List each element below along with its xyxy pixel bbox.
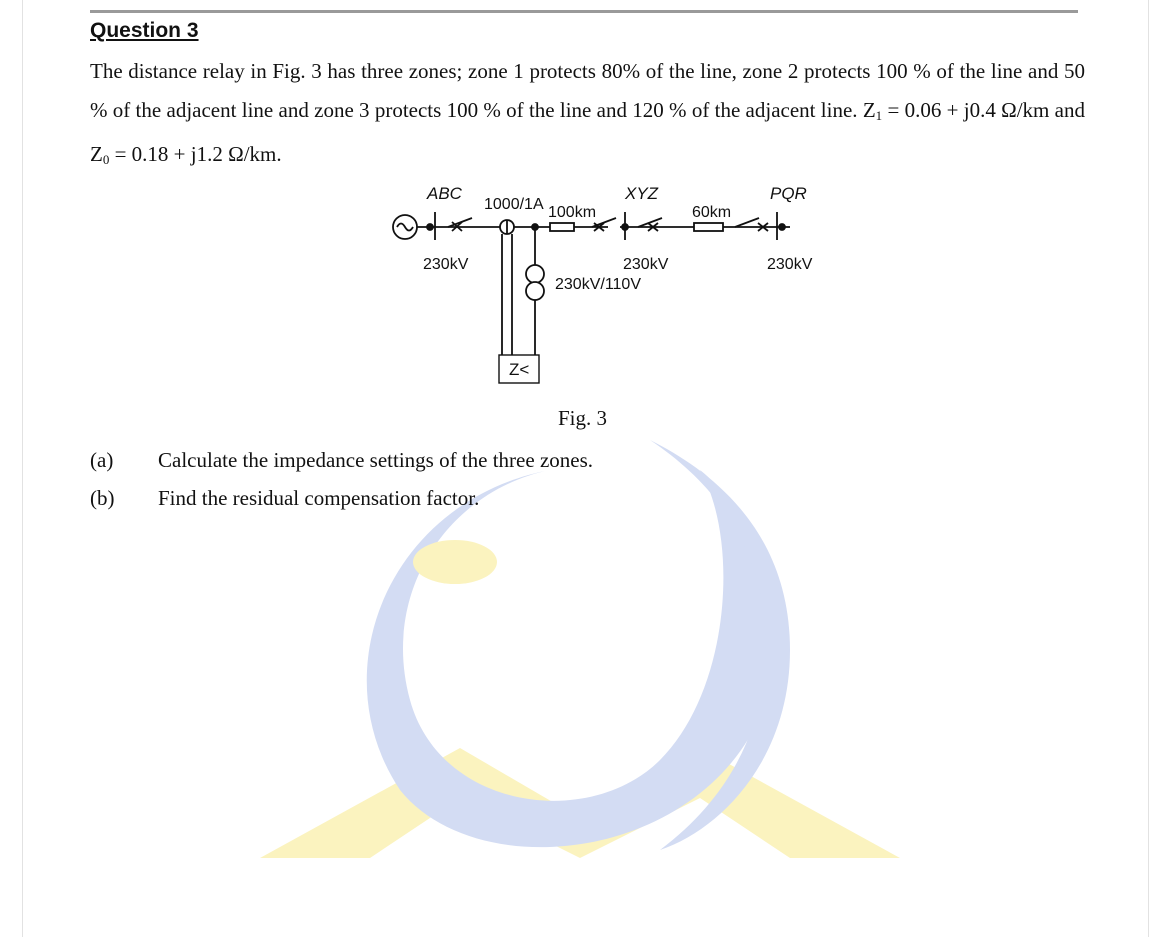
single-line-diagram — [380, 178, 840, 398]
node-dot-icon — [427, 224, 433, 230]
question-text: The distance relay in Fig. 3 has three zones; zone 1 protects 80% of the line, zone 2 protects 100 % of the line and 50 % of the adjacent line and zone 3 protects 100 % of the line and 120 % of the adjacent line. $Z_1 = 0.06 + j0.4$ Ω/km and $Z_0 = 0.18 + j1.2$ Ω/km. — [90, 59, 1085, 167]
part-a — [90, 448, 593, 473]
question-title: Question 3 — [90, 19, 199, 42]
voltage-abc-label: 230kV — [423, 256, 469, 273]
vt-ratio-label: 230kV/110V — [555, 276, 641, 293]
part-a-text: Calculate the impedance settings of the three zones. — [158, 448, 594, 472]
node-dot-icon — [779, 224, 785, 230]
top-divider — [90, 10, 1078, 13]
bus-abc-label: ABC — [427, 184, 462, 203]
bus-xyz-label: XYZ — [625, 184, 659, 203]
bus-pqr-label: PQR — [770, 184, 807, 203]
line-2-length-label: 60km — [692, 204, 732, 221]
relay-label: Z< — [509, 360, 530, 379]
line-impedance-60km-icon — [694, 223, 723, 231]
voltage-pqr-label: 230kV — [767, 256, 813, 273]
switch-icon — [735, 218, 759, 227]
line-impedance-100km-icon — [550, 223, 574, 231]
part-b — [90, 486, 479, 511]
ct-ratio-label: 1000/1A — [484, 196, 544, 213]
part-a-label: (a) — [90, 448, 114, 472]
voltage-transformer-icon — [526, 265, 544, 283]
voltage-xyz-label: 230kV — [623, 256, 669, 273]
node-dot-icon — [622, 224, 628, 230]
line-1-length-label: 100km — [548, 204, 597, 221]
figure-caption: Fig. 3 — [558, 406, 608, 430]
sine-icon — [397, 224, 413, 231]
part-b-label: (b) — [90, 486, 115, 510]
part-b-text: Find the residual compensation factor. — [158, 486, 480, 510]
